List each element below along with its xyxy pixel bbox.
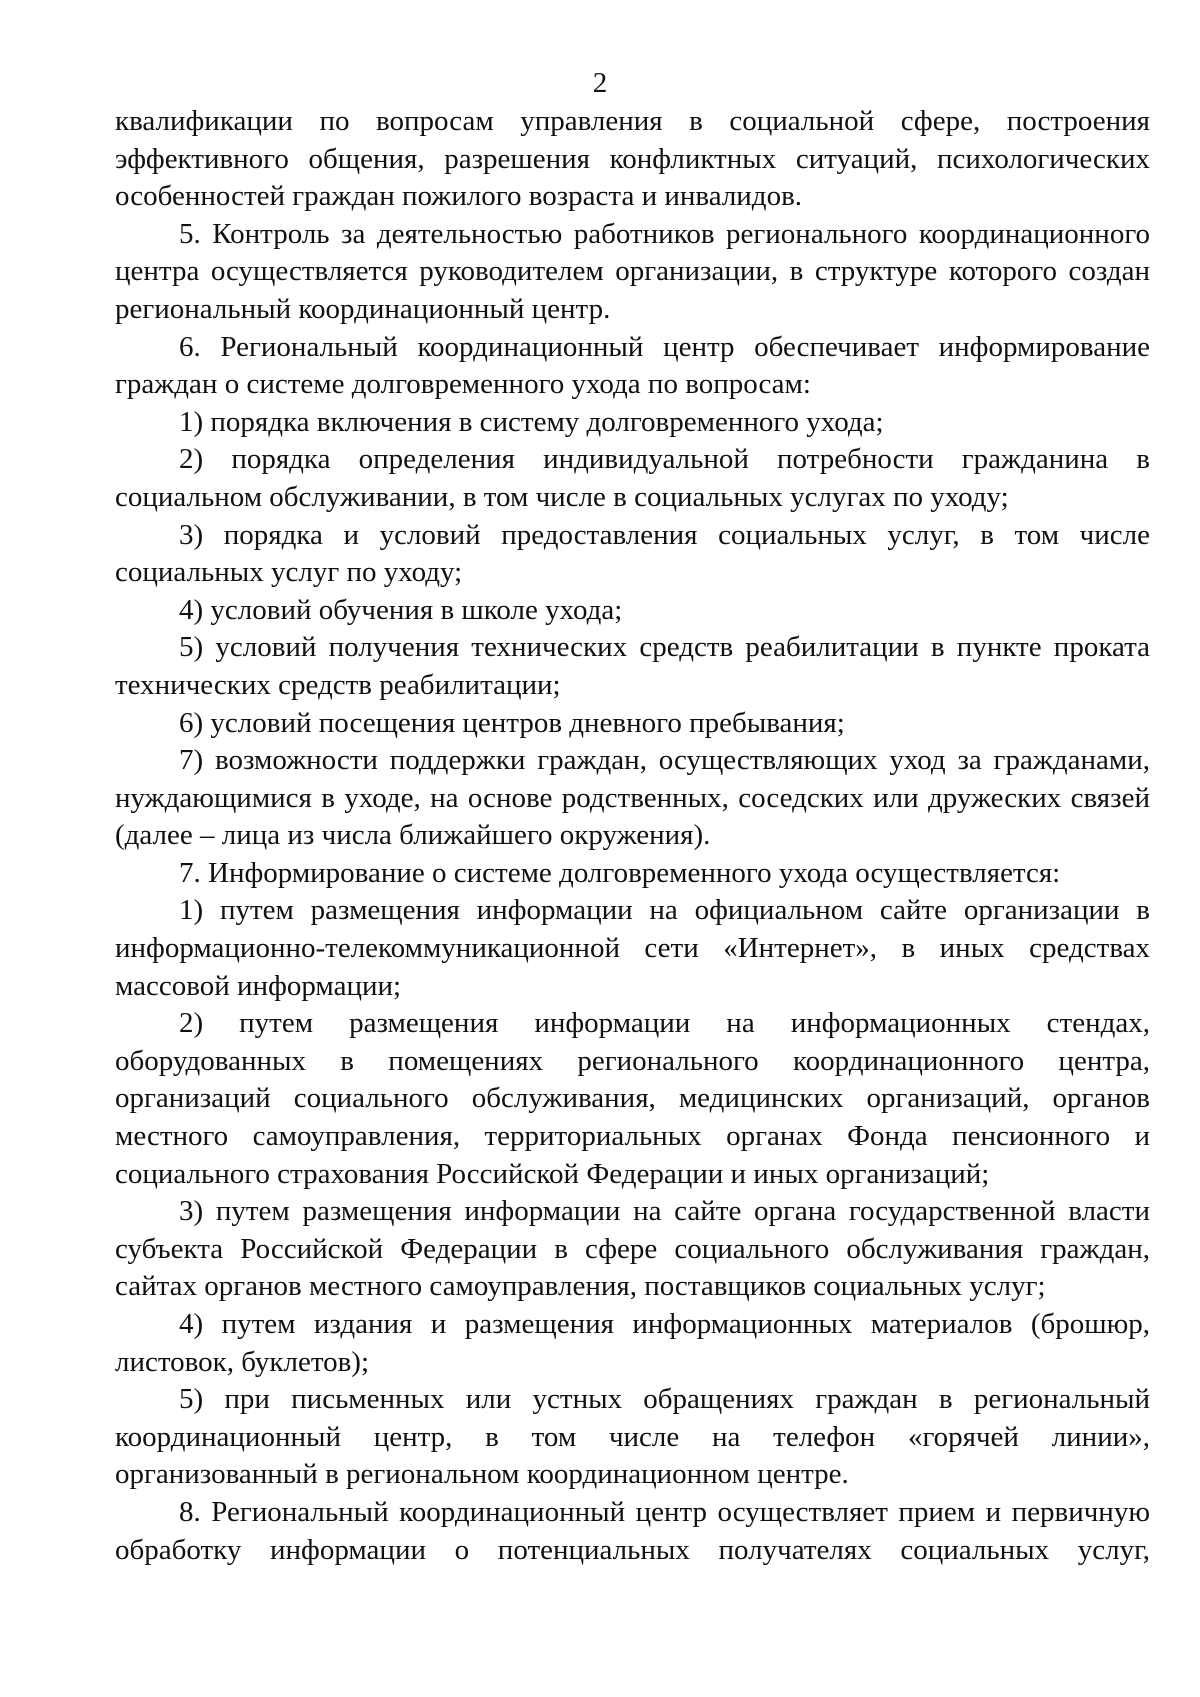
list-item-7-3: 3) путем размещения информации на сайте органа государственной власти субъекта Российской Федерации в сфере социального обслуживания граждан, сайтах органов местного самоуправления, поставщиков социальных услуг; [115,1195,1150,1303]
list-item-7-5: 5) при письменных или устных обращениях граждан в региональный координационный центр, в том числе на телефон «горячей линии», организованный в региональном координационном центре. [115,1383,1150,1491]
paragraph-item-6-informing: 6. Региональный координационный центр обеспечивает информирование граждан о системе долговременного ухода по вопросам: [115,330,1150,401]
paragraph-qualification-continuation: квалификации по вопросам управления в социальной сфере, построения эффективного общения, разрешения конфликтных ситуаций, психологических особенностей граждан пожилого возраста и инвалидов. [115,105,1150,213]
list-item-7-1: 1) путем размещения информации на официальном сайте организации в информационно-телекоммуникационной сети «Интернет», в иных средствах массовой информации; [115,894,1150,1002]
document-body [115,103,1150,1569]
paragraph-item-5-control: 5. Контроль за деятельностью работников регионального координационного центра осуществляется руководителем организации, в структуре которого создан региональный координационный центр. [115,217,1150,325]
list-item-6-5: 5) условий получения технических средств реабилитации в пункте проката технических средств реабилитации; [115,631,1150,701]
list-item-6-7: 7) возможности поддержки граждан, осуществляющих уход за гражданами, нуждающимися в уходе, на основе родственных, соседских или дружеских связей (далее – лица из числа ближайшего окружения). [115,744,1150,852]
list-item-6-6: 6) условий посещения центров дневного пребывания; [179,706,845,739]
page-number: 2 [592,67,608,99]
list-item-6-3: 3) порядка и условий предоставления социальных услуг, в том числе социальных услуг по уходу; [115,518,1150,589]
paragraph-item-7-informing-methods: 7. Информирование о системе долговременного ухода осуществляется: [179,856,1061,889]
paragraph-item-8-reception: 8. Региональный координационный центр осуществляет прием и первичную обработку информации о потенциальных получателях социальных услуг, [115,1495,1150,1566]
list-item-7-4: 4) путем издания и размещения информационных материалов (брошюр, листовок, буклетов); [115,1308,1150,1378]
list-item-6-1: 1) порядка включения в систему долговременного ухода; [179,405,884,438]
list-item-7-2: 2) путем размещения информации на информационных стендах, оборудованных в помещениях регионального координационного центра, организаций социального обслуживания, медицинских организаций, органов местного самоуправления, территориальных органах Фонда пенсионного и социального страхования Российской Федерации и иных организаций; [115,1007,1150,1190]
list-item-6-4: 4) условий обучения в школе ухода; [179,593,623,626]
list-item-6-2: 2) порядка определения индивидуальной потребности гражданина в социальном обслуживании, в том числе в социальных услугах по уходу; [115,443,1150,513]
